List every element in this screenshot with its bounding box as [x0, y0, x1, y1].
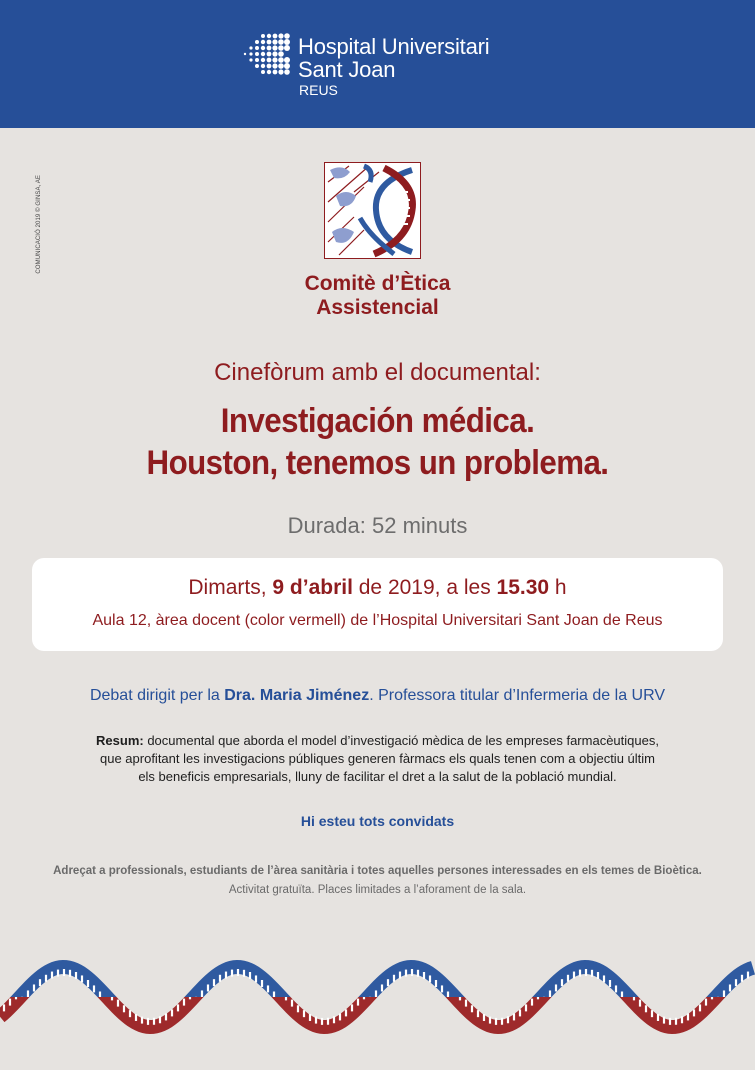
schedule-date: 9 d’abril: [272, 576, 353, 599]
event-title: [30, 400, 725, 484]
dna-helix-decoration: [0, 940, 755, 1050]
invitation-text: Hi esteu tots convidats: [300, 813, 455, 829]
debate-moderator: Dra. Maria Jiménez: [224, 687, 370, 704]
debate-suffix: . Professora titular d’Infermeria de la URV: [369, 687, 666, 704]
committee-dna-logo-icon: [324, 162, 421, 259]
schedule-year: de 2019, a les: [352, 576, 497, 599]
event-intro: Cinefòrum amb el documental:: [214, 359, 541, 386]
hospital-city: REUS: [299, 82, 338, 98]
debate-line: [0, 685, 755, 707]
committee-name: [0, 272, 755, 320]
committee-name-line2: Assistencial: [316, 296, 439, 319]
event-duration: Durada: 52 minuts: [287, 513, 468, 538]
committee-name-line1: Comitè d’Ètica: [304, 272, 451, 295]
audience-line1: [0, 862, 755, 881]
header-banner: [0, 0, 755, 128]
summary-paragraph: [90, 732, 665, 786]
hospital-name-line2: Sant Joan: [298, 57, 396, 82]
schedule-date-line: [32, 575, 723, 601]
hospital-name-line1: Hospital Universitari: [298, 34, 490, 59]
audience-line2: Activitat gratuïta. Places limitades a l’aforament de la sala.: [228, 884, 527, 896]
schedule-day: Dimarts,: [188, 576, 273, 599]
summary-line1-text: documental que aborda el model d’investigació mèdica de les empreses farmacèutiques,: [143, 733, 659, 748]
side-credit: COMUNICACIÓ 2019 © GINSA, AE: [36, 175, 42, 274]
hospital-logo-dots-icon: [243, 32, 293, 80]
event-title-line2: Houston, tenemos un problema.: [146, 444, 609, 482]
summary-line2: que aprofitant les investigacions públiques generen fàrmacs els quals tenen com a objectiu últim: [100, 751, 655, 766]
schedule-box: [32, 558, 723, 651]
debate-prefix: Debat dirigit per la: [89, 687, 225, 704]
summary-label: Resum:: [96, 733, 144, 748]
summary-line1: [90, 732, 665, 750]
schedule-time-suffix: h: [549, 576, 567, 599]
event-title-line1: Investigación médica.: [220, 402, 535, 440]
schedule-time: 15.30: [496, 576, 550, 599]
summary-line3: els beneficis empresarials, lluny de facilitar el dret a la salut de la població mundial.: [138, 769, 617, 784]
audience-line1-text: Adreçat a professionals, estudiants de l’àrea sanitària i totes aquelles persones interessades en els temes de Bioètica.: [53, 865, 702, 877]
audience-note: [0, 862, 755, 900]
schedule-place: Aula 12, àrea docent (color vermell) de l’Hospital Universitari Sant Joan de Reus: [92, 612, 663, 629]
